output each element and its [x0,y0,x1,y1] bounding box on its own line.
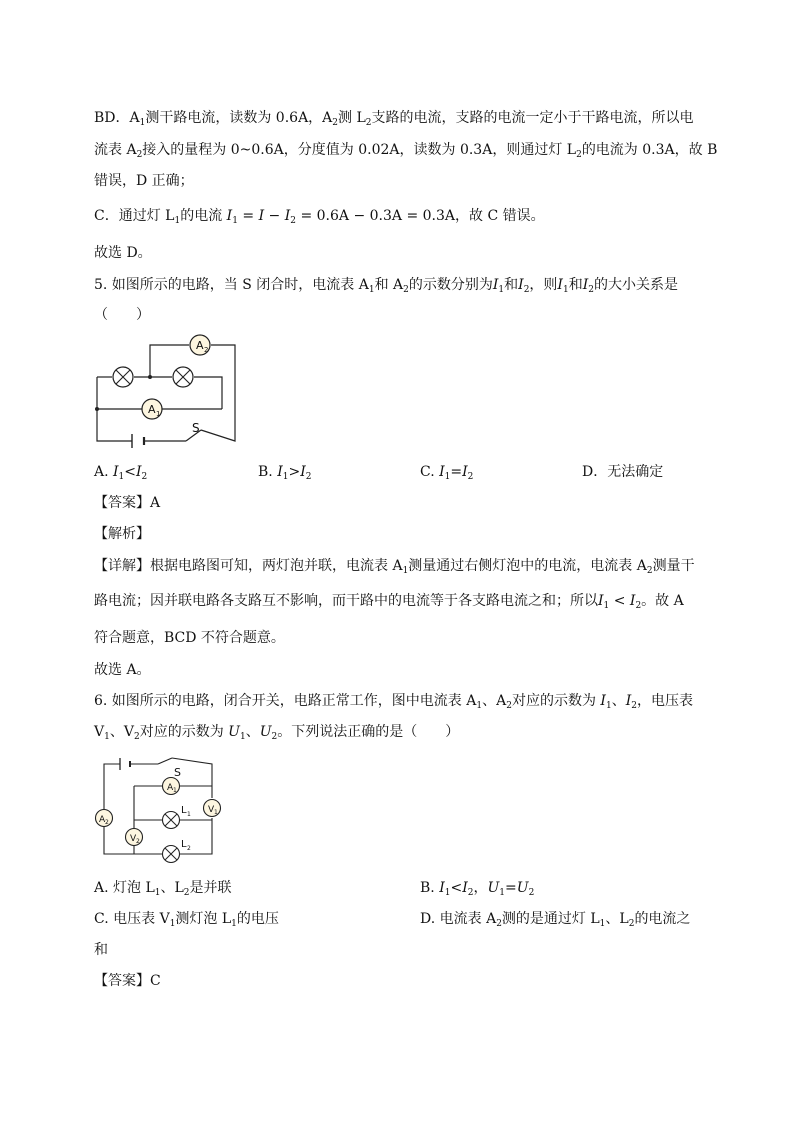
svg-text:V: V [130,834,137,844]
q5-detail-line3: 符合题意，BCD 不符合题意。 [94,630,285,646]
lamp-l2-icon [163,846,180,863]
q6-option-d-wrap: 和 [94,942,108,958]
switch-label: S [174,766,181,779]
svg-text:V: V [208,805,215,815]
choose-d: 故选 D。 [94,245,152,261]
svg-text:1: 1 [156,410,161,418]
explain-bd-line3: 错误，D 正确； [94,173,194,189]
svg-text:A: A [196,339,204,352]
svg-text:1: 1 [187,811,191,818]
ammeter-a1-icon [163,778,180,795]
q6-stem-line2: $V_1$、$V_2$对应的示数为 $U_1$、$U_2$。下列说法正确的是（ ） [94,724,460,742]
q5-option-b[interactable]: B. $I_1>I_2$ [258,464,312,482]
voltmeter-v1-icon [204,800,221,817]
q5-paren: （ ） [94,307,150,323]
circuit-diagram-q5 [88,334,248,446]
q5-option-c[interactable]: C. $I_1=I_2$ [420,464,474,482]
voltmeter-v2-icon [126,829,143,846]
ammeter-a1-icon [142,399,162,419]
q6-answer: 【答案】C [94,973,161,989]
svg-text:1: 1 [214,809,218,816]
q6-option-c[interactable]: C. 电压表 $V_1$测灯泡 $L_1$的电压 [94,911,279,929]
q5-detail-line2: 路电流；因并联电路各支路互不影响，而干路中的电流等于各支路电流之和；所以$I_1 < I_2$。故 A [94,593,684,611]
lamp-icon [113,367,133,387]
q6-option-a[interactable]: A. 灯泡 $L_1$、$L_2$是并联 [94,880,232,898]
lamp-l2-label: L [181,839,187,850]
q6-stem-line1: 6. 如图所示的电路，闭合开关，电路正常工作，图中电流表 $A_1$、$A_2$对应的示数为 $I_1$、$I_2$，电压表 [94,693,693,711]
svg-text:A: A [167,783,174,793]
explain-bd-line1: BD．$A_1$测干路电流，读数为 0.6A，$A_2$测 $L_2$支路的电流，支路的电流一定小于干路电流，所以电 [94,110,694,128]
q5-answer: 【答案】A [94,495,161,511]
lamp-l1-icon [163,812,180,829]
svg-text:A: A [148,403,156,416]
svg-text:2: 2 [187,845,191,852]
q5-choose: 故选 A。 [94,662,151,678]
q6-option-b[interactable]: B. $I_1<I_2$，$U_1=U_2$ [420,880,535,898]
q5-stem: 5. 如图所示的电路，当 S 闭合时，电流表 $A_1$和 $A_2$的示数分别为$I_1$和$I_2$，则$I_1$和$I_2$的大小关系是 [94,277,678,295]
lamp-icon [173,367,193,387]
q6-option-d[interactable]: D. 电流表 $A_2$测的是通过灯 $L_1$、$L_2$的电流之 [420,911,691,929]
ammeter-a2-icon [190,335,210,355]
explain-c-line: C．通过灯 $L_1$的电流 $I_1 = I - I_2 = 0.6A - 0.3A = 0.3A$，故 C 错误。 [94,208,545,226]
explain-bd-line2: 流表 $A_2$接入的量程为 0~0.6A，分度值为 0.02A，读数为 0.3A，则通过灯 $L_2$的电流为 0.3A，故 B [94,142,718,160]
q5-option-d[interactable]: D．无法确定 [582,464,664,480]
switch-label: S [192,421,200,435]
q5-detail-line1: 【详解】根据电路图可知，两灯泡并联，电流表 $A_1$测量通过右侧灯泡中的电流，电流表 $A_2$测量干 [94,558,695,576]
ammeter-a2-icon [96,810,113,827]
svg-text:2: 2 [105,819,109,826]
q5-option-a[interactable]: A. $I_1<I_2$ [94,464,148,482]
svg-text:2: 2 [204,346,209,354]
svg-text:A: A [99,815,106,825]
q5-analysis-heading: 【解析】 [94,526,150,542]
lamp-l1-label: L [181,805,187,816]
circuit-diagram-q6 [92,758,232,864]
svg-text:1: 1 [173,787,177,794]
svg-text:2: 2 [136,838,140,845]
